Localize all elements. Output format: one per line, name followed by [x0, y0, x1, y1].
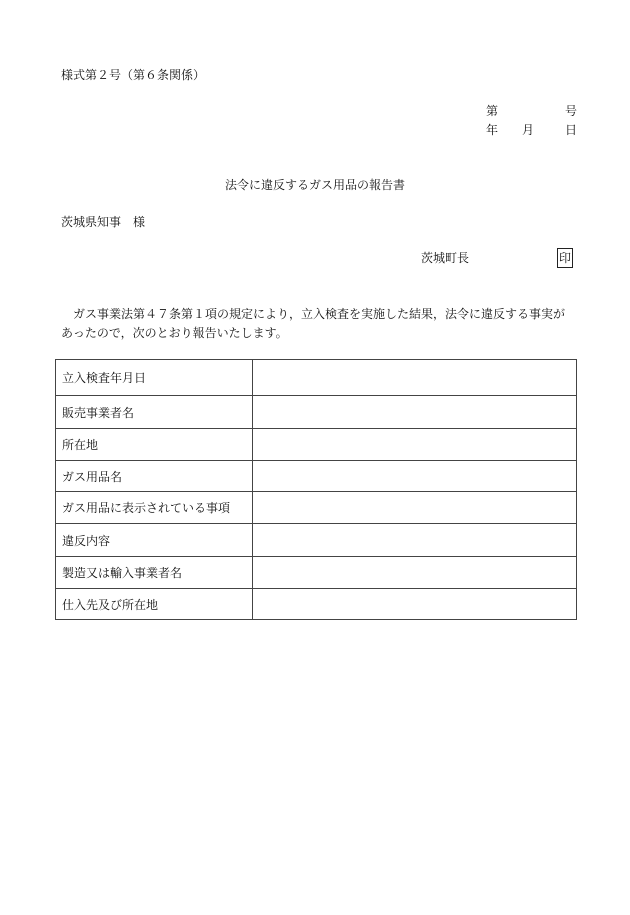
row-label: 製造又は輸入事業者名 [56, 557, 253, 589]
date-day: 日 [565, 123, 578, 137]
row-value-field[interactable] [253, 492, 577, 524]
table-row [56, 524, 577, 557]
document-title: 法令に違反するガス用品の報告書 [224, 178, 405, 192]
row-label: 仕入先及び所在地 [56, 589, 253, 620]
row-value-field[interactable] [253, 461, 577, 492]
table-row [56, 557, 577, 589]
body-paragraph: ガス事業法第４７条第１項の規定により，立入検査を実施した結果，法令に違反する事実があったので，次のとおり報告いたします。 [61, 307, 566, 340]
table-row [56, 461, 577, 492]
seal-mark: 印 [557, 248, 573, 268]
table-row [56, 492, 577, 524]
row-value-field[interactable] [253, 524, 577, 557]
row-value-field[interactable] [253, 557, 577, 589]
table-row [56, 589, 577, 620]
doc-number-suffix: 号 [565, 104, 578, 118]
row-value-field[interactable] [253, 429, 577, 461]
table-row [56, 360, 577, 396]
row-label: ガス用品に表示されている事項 [56, 492, 253, 524]
row-label: 所在地 [56, 429, 253, 461]
date-year: 年 [486, 123, 499, 137]
date-month: 月 [522, 123, 535, 137]
addressee: 茨城県知事 様 [61, 215, 146, 229]
row-label: 違反内容 [56, 524, 253, 557]
row-label: 立入検査年月日 [56, 360, 253, 396]
row-label: ガス用品名 [56, 461, 253, 492]
row-value-field[interactable] [253, 360, 577, 396]
sender: 茨城町長 [421, 251, 470, 265]
report-table [55, 359, 577, 620]
row-label: 販売事業者名 [56, 396, 253, 429]
row-value-field[interactable] [253, 396, 577, 429]
row-value-field[interactable] [253, 589, 577, 620]
doc-number-prefix: 第 [486, 104, 499, 118]
form-number: 様式第２号（第６条関係） [61, 68, 206, 82]
table-row [56, 429, 577, 461]
table-row [56, 396, 577, 429]
